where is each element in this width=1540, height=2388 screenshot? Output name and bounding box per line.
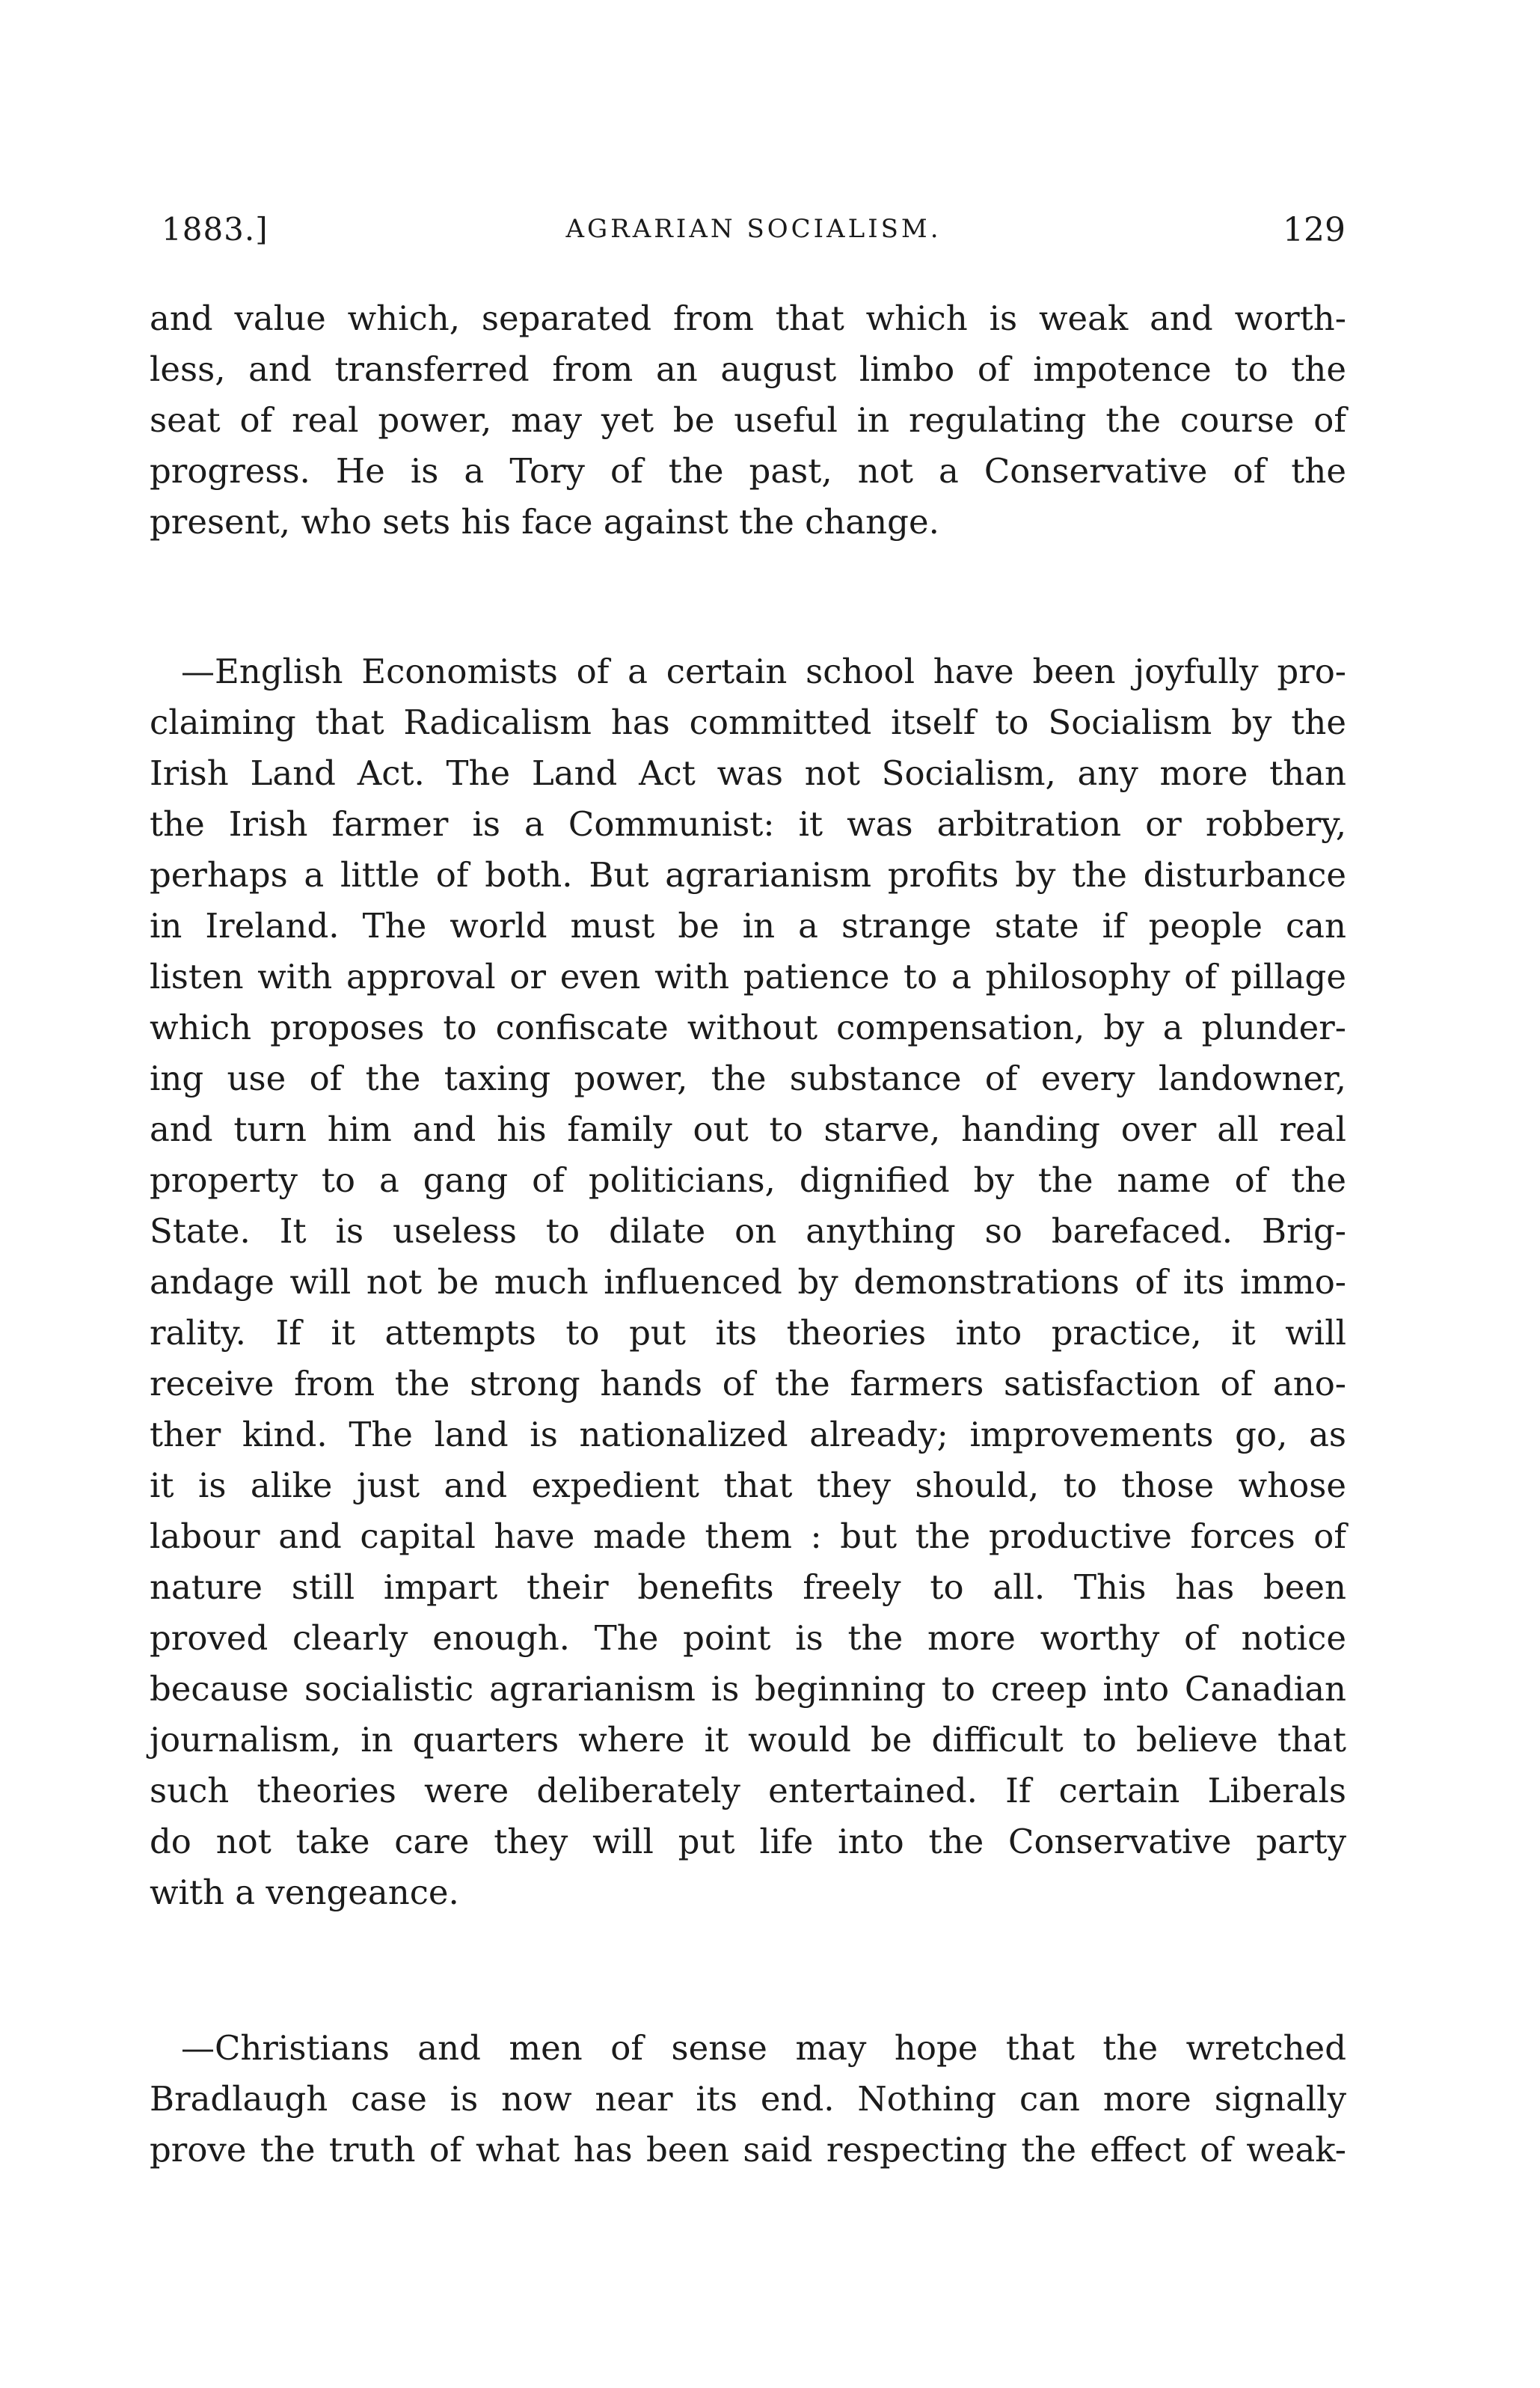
text-line: claiming that Radicalism has committed itself to Socialism by the bbox=[150, 702, 1346, 742]
text-line: and turn him and his family out to starve, handing over all real bbox=[150, 1109, 1346, 1149]
text-line: receive from the strong hands of the farmers satisfaction of ano- bbox=[150, 1364, 1346, 1403]
text-line: Irish Land Act. The Land Act was not Socialism, any more than bbox=[150, 753, 1346, 793]
text-line: and value which, separated from that which is weak and worth- bbox=[150, 298, 1346, 338]
text-line: State. It is useless to dilate on anything so barefaced. Brig- bbox=[150, 1211, 1346, 1251]
header-title: AGRARIAN SOCIALISM. bbox=[565, 214, 942, 244]
text-line: prove the truth of what has been said respecting the effect of weak- bbox=[150, 2130, 1346, 2170]
text-line: property to a gang of politicians, dignified by the name of the bbox=[150, 1160, 1346, 1200]
text-line: —Christians and men of sense may hope that the wretched bbox=[181, 2028, 1346, 2068]
text-line: journalism, in quarters where it would be difficult to believe that bbox=[150, 1720, 1346, 1760]
text-line: progress. He is a Tory of the past, not a Conservative of the bbox=[150, 451, 1346, 491]
text-line: such theories were deliberately entertained. If certain Liberals bbox=[150, 1771, 1346, 1810]
text-line: andage will not be much influenced by demonstrations of its immo- bbox=[150, 1262, 1346, 1302]
text-line: with a vengeance. bbox=[150, 1873, 459, 1912]
text-line: Bradlaugh case is now near its end. Nothing can more signally bbox=[150, 2079, 1346, 2119]
text-line: seat of real power, may yet be useful in regulating the course of bbox=[150, 400, 1346, 440]
text-line: ing use of the taxing power, the substance of every landowner, bbox=[150, 1059, 1346, 1098]
text-line: perhaps a little of both. But agrarianism profits by the disturbance bbox=[150, 855, 1346, 895]
text-line: proved clearly enough. The point is the more worthy of notice bbox=[150, 1618, 1346, 1658]
header-year: 1883.] bbox=[162, 211, 269, 248]
page-number: 129 bbox=[1283, 211, 1346, 249]
text-line: labour and capital have made them : but the productive forces of bbox=[150, 1516, 1346, 1556]
text-line: the Irish farmer is a Communist: it was arbitration or robbery, bbox=[150, 804, 1346, 844]
text-line: in Ireland. The world must be in a strange state if people can bbox=[150, 906, 1346, 946]
text-line: less, and transferred from an august limbo of impotence to the bbox=[150, 349, 1346, 389]
text-line: it is alike just and expedient that they should, to those whose bbox=[150, 1466, 1346, 1505]
running-head bbox=[162, 211, 1346, 256]
text-line: present, who sets his face against the change. bbox=[150, 502, 939, 542]
text-line: do not take care they will put life into the Conservative party bbox=[150, 1822, 1346, 1861]
text-line: nature still impart their benefits freely to all. This has been bbox=[150, 1567, 1346, 1607]
text-line: listen with approval or even with patience to a philosophy of pillage bbox=[150, 957, 1346, 996]
text-line: because socialistic agrarianism is beginning to creep into Canadian bbox=[150, 1669, 1346, 1709]
text-line: which proposes to confiscate without compensation, by a plunder- bbox=[150, 1008, 1346, 1047]
text-line: rality. If it attempts to put its theories into practice, it will bbox=[150, 1313, 1346, 1353]
text-line: ther kind. The land is nationalized already; improvements go, as bbox=[150, 1415, 1346, 1454]
text-line: —English Economists of a certain school have been joyfully pro- bbox=[181, 652, 1346, 691]
